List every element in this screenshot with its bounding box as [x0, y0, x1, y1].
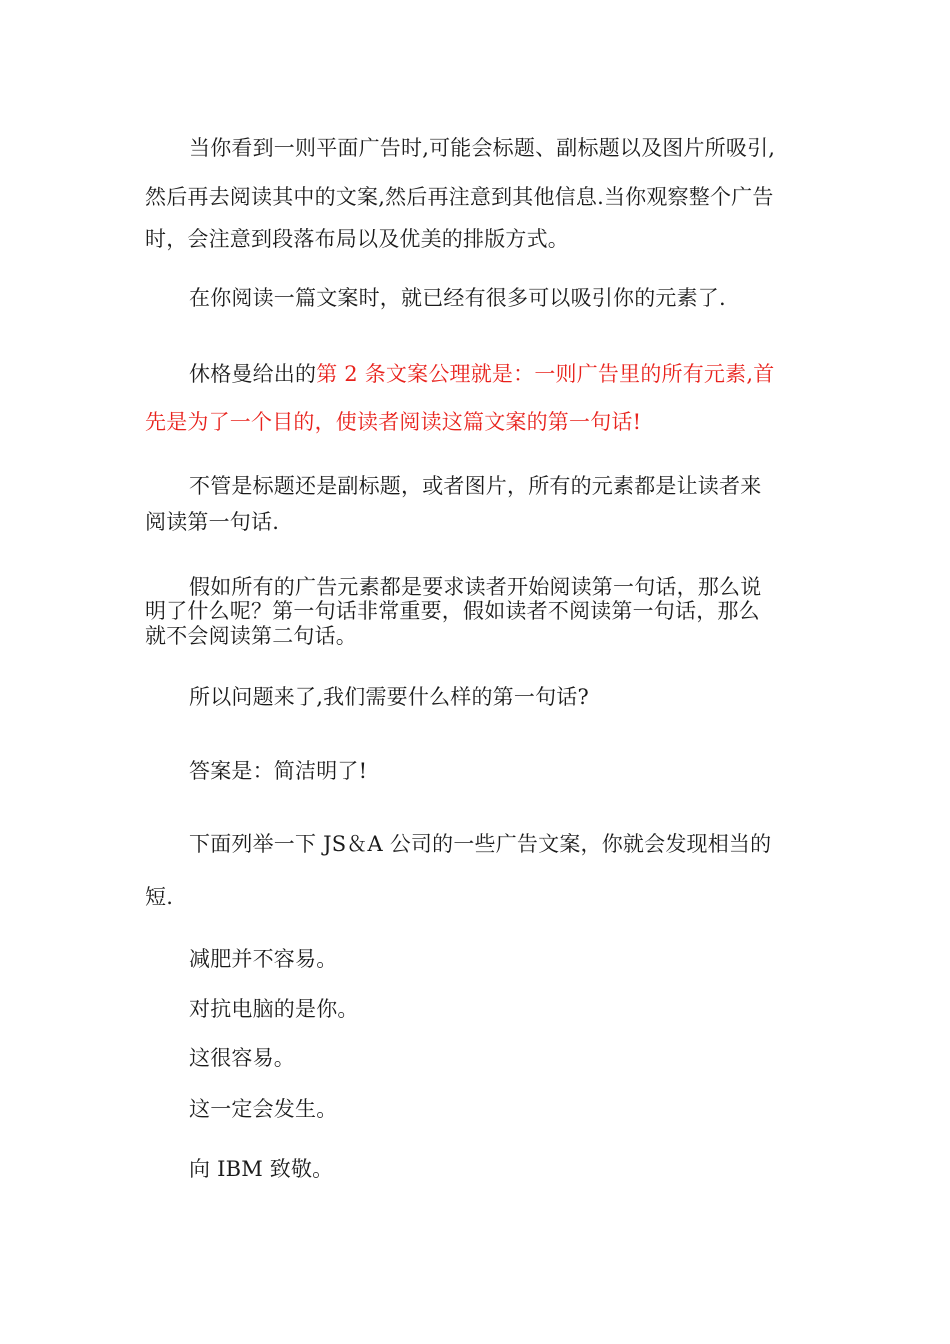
paragraph-1-line-3: 时，会注意到段落布局以及优美的排版方式。	[145, 227, 569, 251]
paragraph-1-line-2: 然后再去阅读其中的文案,然后再注意到其他信息.当你观察整个广告	[145, 185, 774, 209]
paragraph-3-prefix: 休格曼给出的	[189, 362, 317, 386]
paragraph-5-line-1: 假如所有的广告元素都是要求读者开始阅读第一句话，那么说	[189, 575, 762, 599]
paragraph-3-line-1	[189, 360, 774, 388]
example-item: 这很容易。	[189, 1046, 295, 1070]
example-item: 对抗电脑的是你。	[189, 997, 359, 1021]
paragraph-8-line-2: 短.	[145, 885, 174, 909]
paragraph-8-line-1: 下面列举一下 JS＆A 公司的一些广告文案，你就会发现相当的	[189, 832, 772, 856]
example-item: 减肥并不容易。	[189, 947, 338, 971]
paragraph-4-line-1: 不管是标题还是副标题，或者图片，所有的元素都是让读者来	[189, 474, 762, 498]
axiom-highlight-part-2: 先是为了一个目的，使读者阅读这篇文案的第一句话!	[145, 410, 642, 434]
axiom-highlight-part-1: 第 2 条文案公理就是：一则广告里的所有元素,首	[316, 362, 775, 386]
example-item: 这一定会发生。	[189, 1097, 338, 1121]
paragraph-7-line-1: 答案是：简洁明了!	[189, 759, 368, 783]
paragraph-1-line-1: 当你看到一则平面广告时,可能会标题、副标题以及图片所吸引,	[189, 136, 776, 160]
paragraph-5-line-3: 就不会阅读第二句话。	[145, 624, 357, 648]
paragraph-2-line-1: 在你阅读一篇文案时，就已经有很多可以吸引你的元素了.	[189, 286, 726, 310]
paragraph-5-line-2: 明了什么呢？第一句话非常重要，假如读者不阅读第一句话，那么	[145, 599, 760, 623]
paragraph-6-line-1: 所以问题来了,我们需要什么样的第一句话?	[189, 685, 589, 709]
paragraph-4-line-2: 阅读第一句话.	[145, 510, 280, 534]
example-item: 向 IBM 致敬。	[189, 1157, 334, 1181]
